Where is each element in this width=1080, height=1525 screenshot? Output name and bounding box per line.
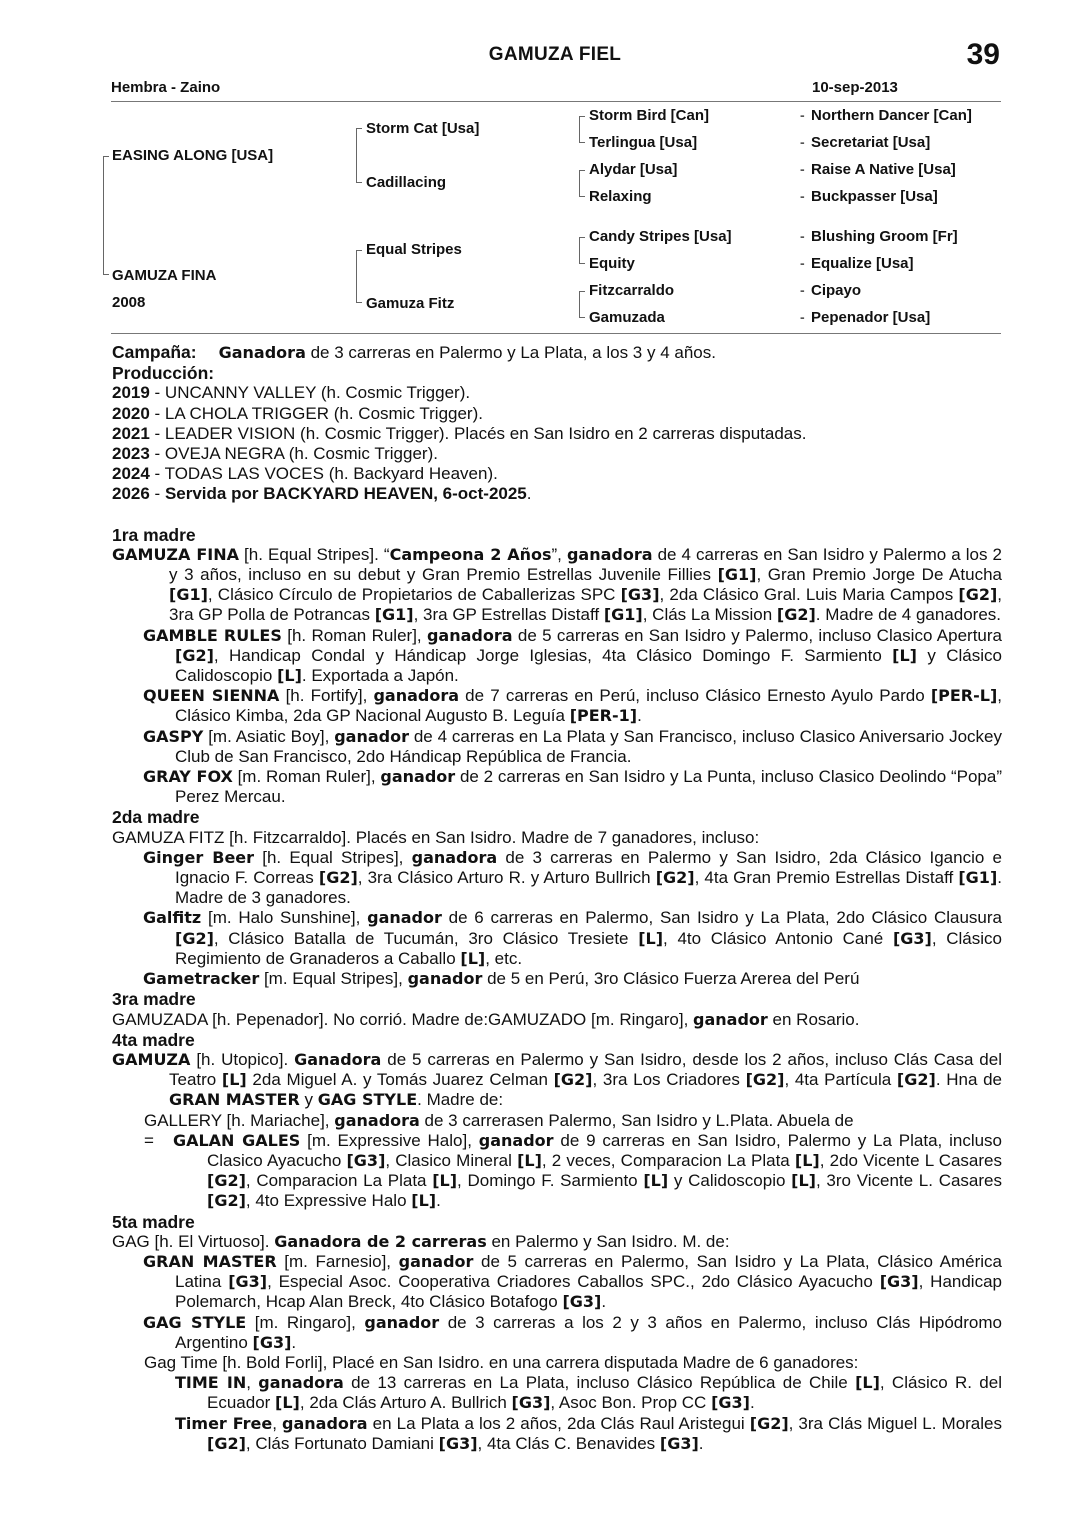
gen4-8: Pepenador [Usa] — [811, 309, 931, 326]
dam: GAMUZA FINA — [112, 267, 217, 284]
madre-2-heading: 2da madre — [112, 807, 200, 828]
dam-dam: Gamuza Fitz — [366, 295, 455, 312]
produccion-item: 2024 - TODAS LAS VOCES (h. Backyard Heaven). — [112, 464, 498, 484]
gen4-6: Equalize [Usa] — [811, 255, 914, 272]
madre-1-heading: 1ra madre — [112, 524, 196, 545]
offspring-entry: QUEEN SIENNA [h. Fortify], ganadora de 7 carreras en Perú, incluso Clásico Ernesto Ayulo Pardo [PER-L], Clásico Kimba, 2da GP Nacional Augusto B. Leguía [PER-1]. — [143, 686, 1002, 726]
madre-4-heading: 4ta madre — [112, 1029, 195, 1050]
madre-4-entry: GAMUZA [h. Utopico]. Ganadora de 5 carreras en Palermo y San Isidro, desde los 2 años, incluso Clás Casa del Teatro [L] 2da Miguel A. y Tomás Juarez Celman [G2], 3ra Los Criadores [G2], 4ta Partícula [G2]. Hna de GRAN MASTER y GAG STYLE. Madre de: — [112, 1049, 1002, 1110]
gen3-8: Gamuzada — [589, 309, 665, 326]
produccion-item: 2020 - LA CHOLA TRIGGER (h. Cosmic Trigger). — [112, 403, 483, 423]
campana: Campaña: Ganadora de 3 carreras en Palermo y La Plata, a los 3 y 4 años. — [112, 342, 716, 362]
birth-date: 10-sep-2013 — [812, 79, 898, 96]
page-number: 39 — [966, 38, 1000, 71]
offspring-entry: GAMBLE RULES [h. Roman Ruler], ganadora de 5 carreras en San Isidro y Palermo, incluso Clasico Apertura [G2], Handicap Condal y Hándicap Jorge Iglesias, 4ta Clásico Domingo F. Sarmiento [L] y Clásico Calidoscopio [L]. Exportada a Japón. — [143, 625, 1002, 686]
offspring-entry: GRAN MASTER [m. Farnesio], ganador de 5 carreras en Palermo, San Isidro y La Plata, Clásico América Latina [G3], Especial Asoc. Cooperativa Criadores Caballos SPC., 2do Clásico Ayacucho [G3], Handicap Polemarch, Hcap Alan Breck, 4to Clásico Botafogo [G3]. — [143, 1251, 1002, 1312]
madre-2-intro: GAMUZA FITZ [h. Fitzcarraldo]. Placés en San Isidro. Madre de 7 ganadores, incluso: — [112, 827, 760, 847]
produccion-item: 2023 - OVEJA NEGRA (h. Cosmic Trigger). — [112, 444, 438, 464]
madre-3-entry: GAMUZADA [h. Pepenador]. No corrió. Madre de:GAMUZADO [m. Ringaro], ganador en Rosario. — [112, 1009, 860, 1029]
pedigree-rule — [111, 333, 1001, 334]
dam-year: 2008 — [112, 294, 146, 311]
offspring-entry: TIME IN, ganadora de 13 carreras en La Plata, incluso Clásico República de Chile [L], Clásico R. del Ecuador [L], 2da Clás Arturo A. Bullrich [G3], Asoc Bon. Prop CC [G3]. — [175, 1373, 1002, 1413]
catalog-body — [112, 342, 1002, 1454]
sire: EASING ALONG [USA] — [112, 147, 274, 164]
gen4-7: Cipayo — [811, 282, 862, 299]
horse-name-title: GAMUZA FIEL — [488, 44, 622, 65]
gen3-1: Storm Bird [Can] — [589, 107, 709, 124]
gen3-2: Terlingua [Usa] — [589, 134, 698, 151]
header-rule — [111, 101, 1001, 102]
gen4-3: Raise A Native [Usa] — [811, 161, 956, 178]
galan-gales-entry: = GALAN GALES [m. Expressive Halo], ganador de 9 carreras en San Isidro, Palermo y La Plata, incluso Clasico Ayacucho [G3], Clasico Mineral [L], 2 veces, Comparacion La Plata [L], 2do Vicente L Casares [G2], Comparacion La Plata [L], Domingo F. Sarmiento [L] y Calidoscopio [L], 3ro Vicente L. Casares [G2], 4to Expressive Halo [L]. — [144, 1130, 1003, 1211]
gen3-6: Equity — [589, 255, 635, 272]
offspring-entry: Gametracker [m. Equal Stripes], ganador de 5 en Perú, 3ro Clásico Fuerza Arerea del Perú — [143, 969, 860, 989]
gen4-1: Northern Dancer [Can] — [811, 107, 972, 124]
offspring-entry: Ginger Beer [h. Equal Stripes], ganadora de 3 carreras en Palermo y San Isidro, 2da Clásico Igancio e Ignacio F. Correas [G2], 3ra Clásico Arturo R. y Arturo Bullrich [G2], 4ta Gran Premio Estrellas Distaff [G1]. Madre de 3 ganadores. — [143, 847, 1002, 908]
produccion-label: Producción: — [112, 363, 215, 384]
gen4-4: Buckpasser [Usa] — [811, 188, 938, 205]
offspring-entry: Galfitz [m. Halo Sunshine], ganador de 6 carreras en Palermo, San Isidro y La Plata, 2do Clásico Clausura [G2], Clásico Batalla de Tucumán, 3ro Clásico Tresiete [L], 4to Clásico Antonio Cané [G3], Clásico Regimiento de Granaderos a Caballo [L], etc. — [143, 908, 1002, 968]
gallery-entry: GALLERY [h. Mariache], ganadora de 3 carrerasen Palermo, San Isidro y L.Plata. Abuela de — [144, 1110, 854, 1130]
sire-sire: Storm Cat [Usa] — [366, 120, 480, 137]
madre-5-entry: GAG [h. El Virtuoso]. Ganadora de 2 carreras en Palermo y San Isidro. M. de: — [112, 1231, 730, 1251]
produccion-item: 2019 - UNCANNY VALLEY (h. Cosmic Trigger). — [112, 383, 471, 403]
sire-dam: Cadillacing — [366, 174, 447, 191]
offspring-entry: Timer Free, ganadora en La Plata a los 2 años, 2da Clás Raul Aristegui [G2], 3ra Clás Miguel L. Morales [G2], Clás Fortunato Damiani [G3], 4ta Clás C. Benavides [G3]. — [175, 1413, 1002, 1453]
gen4-2: Secretariat [Usa] — [811, 134, 931, 151]
madre-1-entry: GAMUZA FINA [h. Equal Stripes]. “Campeona 2 Años”, ganadora de 4 carreras en San Isidro y Palermo a los 2 y 3 años, incluso en su debut y Gran Premio Estrellas Juvenile Fillies [G1], Gran Premio Jorge De Atucha [G1], Clásico Círculo de Propietarios de Caballerizas SPC [G3], 2da Clásico Gral. Luis Maria Campos [G2], 3ra GP Polla de Potrancas [G1], 3ra GP Estrellas Distaff [G1], Clás La Mission [G2]. Madre de 4 ganadores. — [112, 544, 1002, 625]
gen3-7: Fitzcarraldo — [589, 282, 675, 299]
offspring-entry: GASPY [m. Asiatic Boy], ganador de 4 carreras en La Plata y San Francisco, incluso Clasico Aniversario Jockey Club de San Francisco, 2do Hándicap República de Francia. — [143, 726, 1002, 766]
gen3-3: Alydar [Usa] — [589, 161, 678, 178]
dam-sire: Equal Stripes — [366, 241, 462, 258]
gag-time-entry: Gag Time [h. Bold Forli], Placé en San Isidro. en una carrera disputada Madre de 6 ganadores: — [144, 1352, 859, 1372]
madre-5-heading: 5ta madre — [112, 1211, 195, 1232]
produccion-item: 2021 - LEADER VISION (h. Cosmic Trigger). Placés en San Isidro en 2 carreras disputadas. — [112, 423, 807, 443]
sex-color: Hembra - Zaino — [111, 79, 221, 96]
gen4-5: Blushing Groom [Fr] — [811, 228, 958, 245]
gen3-4: Relaxing — [589, 188, 652, 205]
gen3-5: Candy Stripes [Usa] — [589, 228, 732, 245]
madre-3-heading: 3ra madre — [112, 989, 196, 1010]
offspring-entry: GRAY FOX [m. Roman Ruler], ganador de 2 carreras en San Isidro y La Punta, incluso Clasico Deolindo “Popa” Perez Mercau. — [143, 767, 1002, 807]
offspring-entry: GAG STYLE [m. Ringaro], ganador de 3 carreras a los 2 y 3 años en Palermo, incluso Clás Hipódromo Argentino [G3]. — [143, 1312, 1002, 1352]
servicio: 2026 - Servida por BACKYARD HEAVEN, 6-oct-2025. — [112, 484, 532, 504]
